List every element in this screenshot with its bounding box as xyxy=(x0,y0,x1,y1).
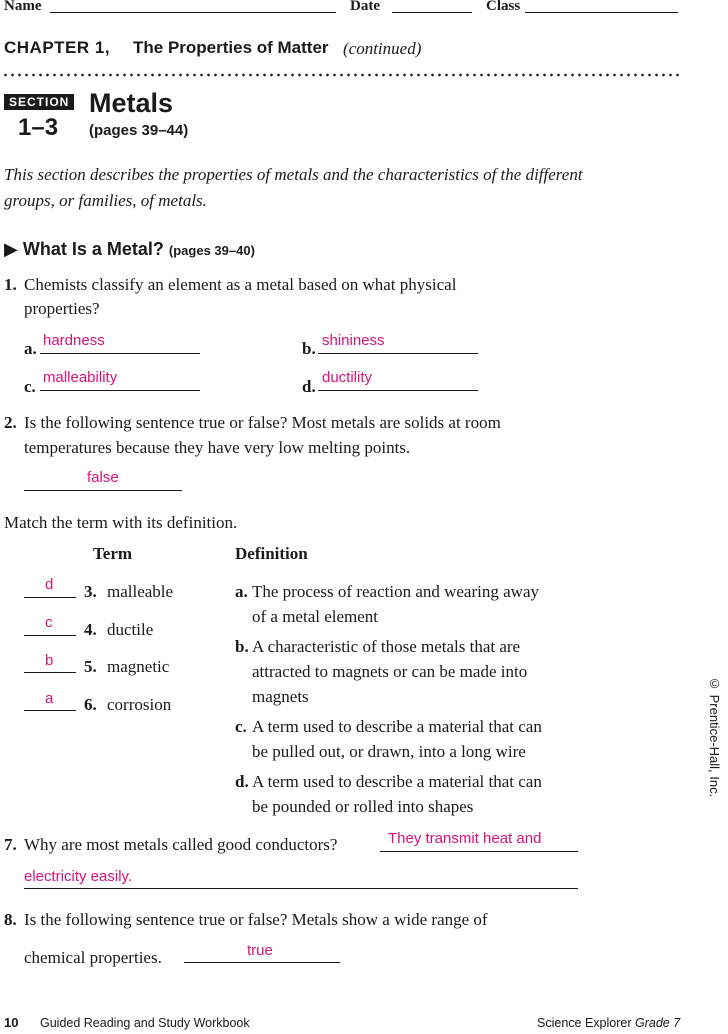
q2-answer: false xyxy=(87,469,119,486)
q8-line-2: chemical properties. xyxy=(24,948,162,967)
q7-text: Why are most metals called good conductors? xyxy=(24,835,338,854)
q8-line-1: Is the following sentence true or false? Metals show a wide range of xyxy=(24,910,488,929)
q8-answer-line[interactable] xyxy=(184,962,340,963)
intro-line-1: This section describes the properties of metals and the characteristics of the different xyxy=(4,165,583,184)
date-label: Date xyxy=(350,0,380,14)
definition-header: Definition xyxy=(235,544,308,563)
section-tag: SECTION xyxy=(4,94,74,110)
def-d-letter: d. xyxy=(235,772,249,791)
q1-number: 1. xyxy=(4,275,17,294)
term-4-text: ductile xyxy=(107,620,154,639)
q2-line-1: Is the following sentence true or false? Most metals are solids at room xyxy=(24,413,501,432)
q1c-line[interactable] xyxy=(40,390,200,391)
subhead-pages: (pages 39–40) xyxy=(168,243,255,258)
copyright-notice: © Prentice-Hall, Inc. xyxy=(707,676,722,798)
q1-text-line-1: Chemists classify an element as a metal based on what physical xyxy=(24,275,457,294)
term-5-text: magnetic xyxy=(107,657,170,676)
def-a-line-2: of a metal element xyxy=(252,607,379,626)
term-4-line[interactable] xyxy=(24,635,76,636)
q2-line-2: temperatures because they have very low melting points. xyxy=(24,438,411,457)
q1a-line[interactable] xyxy=(40,353,200,354)
dotted-divider xyxy=(2,72,682,78)
q1b-label: b. xyxy=(302,339,316,358)
q7-answer-2: electricity easily. xyxy=(24,868,133,885)
class-field[interactable] xyxy=(525,12,678,13)
term-5-answer: b xyxy=(45,652,54,669)
q2-number: 2. xyxy=(4,413,17,432)
term-5-number: 5. xyxy=(84,657,97,676)
def-d-line-2: be pounded or rolled into shapes xyxy=(252,797,474,816)
page-number: 10 xyxy=(4,1015,19,1030)
name-label: Name xyxy=(4,0,42,14)
q1c-label: c. xyxy=(24,377,36,396)
footer-left: Guided Reading and Study Workbook xyxy=(40,1016,250,1030)
chapter-title: CHAPTER 1, xyxy=(4,38,111,57)
subhead-title: What Is a Metal? xyxy=(22,239,164,259)
q1d-line[interactable] xyxy=(318,390,478,391)
term-header: Term xyxy=(93,544,133,563)
q8-answer: true xyxy=(247,942,273,959)
def-c-line-2: be pulled out, or drawn, into a long wire xyxy=(252,742,526,761)
term-6-answer: a xyxy=(45,690,54,707)
footer-book-title: Science Explorer xyxy=(537,1016,632,1030)
term-3-answer: d xyxy=(45,576,54,593)
q1d-label: d. xyxy=(302,377,316,396)
chapter-subtitle: The Properties of Matter xyxy=(133,38,329,57)
match-instruction: Match the term with its definition. xyxy=(4,513,238,532)
footer-grade: Grade 7 xyxy=(634,1016,681,1030)
chapter-continued: (continued) xyxy=(343,39,422,58)
term-3-number: 3. xyxy=(84,582,97,601)
q1b-line[interactable] xyxy=(318,353,478,354)
q1d-answer: ductility xyxy=(322,369,373,386)
subhead xyxy=(4,239,255,260)
q1-text-line-2: properties? xyxy=(24,299,100,318)
term-3-line[interactable] xyxy=(24,597,76,598)
q1a-answer: hardness xyxy=(43,332,105,349)
name-field[interactable] xyxy=(50,12,336,13)
q7-answer-line-2[interactable] xyxy=(24,888,578,889)
class-label: Class xyxy=(486,0,521,14)
term-6-line[interactable] xyxy=(24,710,76,711)
def-b-line-1: A characteristic of those metals that are xyxy=(252,637,521,656)
term-3-text: malleable xyxy=(107,582,174,601)
q7-number: 7. xyxy=(4,835,17,854)
def-b-line-3: magnets xyxy=(252,687,309,706)
section-number: 1–3 xyxy=(18,114,59,141)
q1b-answer: shininess xyxy=(322,332,385,349)
section-title: Metals xyxy=(89,88,174,118)
q7-answer-line-1[interactable] xyxy=(380,851,578,852)
term-6-number: 6. xyxy=(84,695,97,714)
def-b-letter: b. xyxy=(235,637,249,656)
q2-answer-line[interactable] xyxy=(24,490,182,491)
q7-answer-1: They transmit heat and xyxy=(388,830,542,847)
footer-right xyxy=(537,1016,680,1030)
arrow-icon: ▶ xyxy=(4,239,18,259)
def-a-line-1: The process of reaction and wearing away xyxy=(252,582,539,601)
term-4-answer: c xyxy=(45,614,53,631)
section-pages: (pages 39–44) xyxy=(89,122,189,139)
q8-number: 8. xyxy=(4,910,17,929)
def-b-line-2: attracted to magnets or can be made into xyxy=(252,662,528,681)
term-5-line[interactable] xyxy=(24,672,76,673)
def-a-letter: a. xyxy=(235,582,248,601)
q1a-label: a. xyxy=(24,339,37,358)
q1c-answer: malleability xyxy=(43,369,118,386)
date-field[interactable] xyxy=(392,12,472,13)
def-c-letter: c. xyxy=(235,717,247,736)
term-4-number: 4. xyxy=(84,620,97,639)
def-d-line-1: A term used to describe a material that can xyxy=(252,772,542,791)
term-6-text: corrosion xyxy=(107,695,172,714)
intro-line-2: groups, or families, of metals. xyxy=(4,191,207,210)
def-c-line-1: A term used to describe a material that can xyxy=(252,717,542,736)
